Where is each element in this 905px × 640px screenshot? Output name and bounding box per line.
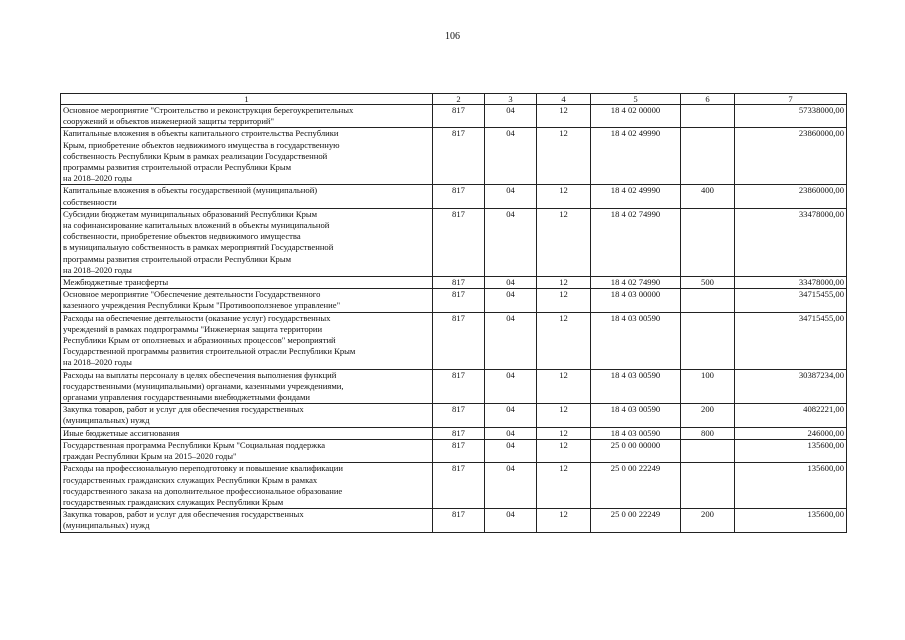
cell-expense-type [681, 208, 735, 276]
cell-amount: 33478000,00 [735, 277, 847, 289]
cell-section: 04 [485, 404, 537, 427]
row-description: Закупка товаров, работ и услуг для обеспечения государственных (муниципальных) нужд [61, 404, 433, 427]
row-description: Расходы на обеспечение деятельности (оказание услуг) государственных учреждений в рамках подпрограммы "Инженерная защита территории Республики Крым от оползневых и абразионных процессов" мероприятий Государственной программы развития строительной отрасли Республики Крым на 2018–2020 годы [61, 312, 433, 369]
cell-subsection: 12 [537, 289, 591, 312]
cell-target-article: 18 4 02 74990 [591, 208, 681, 276]
cell-amount: 246000,00 [735, 427, 847, 439]
row-description: Основное мероприятие "Строительство и реконструкция берегоукрепительных сооружений и объектов инженерной защиты территорий" [61, 105, 433, 128]
cell-target-article: 18 4 03 00590 [591, 369, 681, 404]
cell-gl-code: 817 [433, 404, 485, 427]
cell-section: 04 [485, 277, 537, 289]
table-row [61, 427, 847, 439]
cell-gl-code: 817 [433, 439, 485, 462]
column-header: 4 [537, 94, 591, 105]
cell-subsection: 12 [537, 427, 591, 439]
row-description: Государственная программа Республики Крым "Социальная поддержка граждан Республики Крым на 2015–2020 годы" [61, 439, 433, 462]
table-row [61, 463, 847, 509]
cell-amount: 135600,00 [735, 439, 847, 462]
cell-gl-code: 817 [433, 289, 485, 312]
cell-section: 04 [485, 509, 537, 532]
cell-amount: 34715455,00 [735, 312, 847, 369]
cell-subsection: 12 [537, 463, 591, 509]
cell-subsection: 12 [537, 208, 591, 276]
cell-target-article: 18 4 02 00000 [591, 105, 681, 128]
cell-amount: 34715455,00 [735, 289, 847, 312]
cell-gl-code: 817 [433, 105, 485, 128]
table-row [61, 369, 847, 404]
cell-gl-code: 817 [433, 277, 485, 289]
cell-expense-type: 200 [681, 509, 735, 532]
cell-subsection: 12 [537, 509, 591, 532]
table-row [61, 509, 847, 532]
cell-section: 04 [485, 289, 537, 312]
cell-section: 04 [485, 463, 537, 509]
row-description: Основное мероприятие "Обеспечение деятельности Государственного казенного учреждения Республики Крым "Противооползневое управление" [61, 289, 433, 312]
cell-target-article: 18 4 02 49990 [591, 128, 681, 185]
cell-expense-type [681, 439, 735, 462]
cell-gl-code: 817 [433, 509, 485, 532]
cell-gl-code: 817 [433, 185, 485, 208]
header-row [61, 94, 847, 105]
cell-amount: 33478000,00 [735, 208, 847, 276]
cell-expense-type [681, 128, 735, 185]
table-row [61, 105, 847, 128]
cell-amount: 135600,00 [735, 463, 847, 509]
cell-expense-type: 100 [681, 369, 735, 404]
cell-expense-type: 800 [681, 427, 735, 439]
cell-subsection: 12 [537, 369, 591, 404]
cell-target-article: 18 4 02 49990 [591, 185, 681, 208]
cell-target-article: 18 4 03 00590 [591, 404, 681, 427]
cell-gl-code: 817 [433, 128, 485, 185]
cell-subsection: 12 [537, 185, 591, 208]
cell-target-article: 18 4 03 00590 [591, 427, 681, 439]
cell-target-article: 18 4 02 74990 [591, 277, 681, 289]
cell-target-article: 18 4 03 00000 [591, 289, 681, 312]
cell-section: 04 [485, 105, 537, 128]
cell-amount: 4082221,00 [735, 404, 847, 427]
cell-section: 04 [485, 185, 537, 208]
cell-section: 04 [485, 369, 537, 404]
cell-gl-code: 817 [433, 427, 485, 439]
cell-amount: 23860000,00 [735, 128, 847, 185]
cell-amount: 57338000,00 [735, 105, 847, 128]
cell-gl-code: 817 [433, 208, 485, 276]
row-description: Расходы на выплаты персоналу в целях обеспечения выполнения функций государственными (муниципальными) органами, казенными учреждениями, органами управления государственными внебюджетными фондами [61, 369, 433, 404]
row-description: Межбюджетные трансферты [61, 277, 433, 289]
table-row [61, 185, 847, 208]
cell-section: 04 [485, 208, 537, 276]
cell-expense-type [681, 463, 735, 509]
column-header: 1 [61, 94, 433, 105]
column-header: 3 [485, 94, 537, 105]
row-description: Капитальные вложения в объекты капитального строительства Республики Крым, приобретение объектов недвижимого имущества в государственную собственность Республики Крым в рамках реализации Государственной программы развития строительной отрасли Республики Крым на 2018–2020 годы [61, 128, 433, 185]
column-header: 2 [433, 94, 485, 105]
cell-subsection: 12 [537, 105, 591, 128]
cell-subsection: 12 [537, 404, 591, 427]
table-row [61, 208, 847, 276]
cell-target-article: 25 0 00 22249 [591, 509, 681, 532]
cell-section: 04 [485, 312, 537, 369]
table-row [61, 128, 847, 185]
cell-gl-code: 817 [433, 369, 485, 404]
table-row [61, 439, 847, 462]
cell-amount: 23860000,00 [735, 185, 847, 208]
column-header: 7 [735, 94, 847, 105]
table-row [61, 312, 847, 369]
row-description: Субсидии бюджетам муниципальных образований Республики Крым на софинансирование капитальных вложений в объекты муниципальной собственности, приобретение объектов недвижимого имущества в муниципальную собственность в рамках мероприятий Государственной программы развития строительной отрасли Республики Крым на 2018–2020 годы [61, 208, 433, 276]
cell-section: 04 [485, 439, 537, 462]
cell-amount: 135600,00 [735, 509, 847, 532]
row-description: Закупка товаров, работ и услуг для обеспечения государственных (муниципальных) нужд [61, 509, 433, 532]
table-row [61, 289, 847, 312]
cell-expense-type: 500 [681, 277, 735, 289]
cell-subsection: 12 [537, 128, 591, 185]
cell-gl-code: 817 [433, 463, 485, 509]
cell-subsection: 12 [537, 312, 591, 369]
column-header: 5 [591, 94, 681, 105]
row-description: Расходы на профессиональную переподготовку и повышение квалификации государственных гражданских служащих Республики Крым в рамках государственного заказа на дополнительное профессиональное образование государственных гражданских служащих Республики Крым [61, 463, 433, 509]
cell-expense-type: 200 [681, 404, 735, 427]
cell-target-article: 25 0 00 00000 [591, 439, 681, 462]
cell-expense-type [681, 312, 735, 369]
row-description: Капитальные вложения в объекты государственной (муниципальной) собственности [61, 185, 433, 208]
page-number: 106 [445, 31, 460, 42]
cell-subsection: 12 [537, 277, 591, 289]
cell-section: 04 [485, 427, 537, 439]
table-row [61, 404, 847, 427]
budget-table [60, 93, 847, 533]
cell-target-article: 18 4 03 00590 [591, 312, 681, 369]
column-header: 6 [681, 94, 735, 105]
cell-gl-code: 817 [433, 312, 485, 369]
cell-section: 04 [485, 128, 537, 185]
table-row [61, 277, 847, 289]
cell-amount: 30387234,00 [735, 369, 847, 404]
cell-expense-type [681, 289, 735, 312]
cell-target-article: 25 0 00 22249 [591, 463, 681, 509]
cell-expense-type [681, 105, 735, 128]
row-description: Иные бюджетные ассигнования [61, 427, 433, 439]
cell-expense-type: 400 [681, 185, 735, 208]
cell-subsection: 12 [537, 439, 591, 462]
